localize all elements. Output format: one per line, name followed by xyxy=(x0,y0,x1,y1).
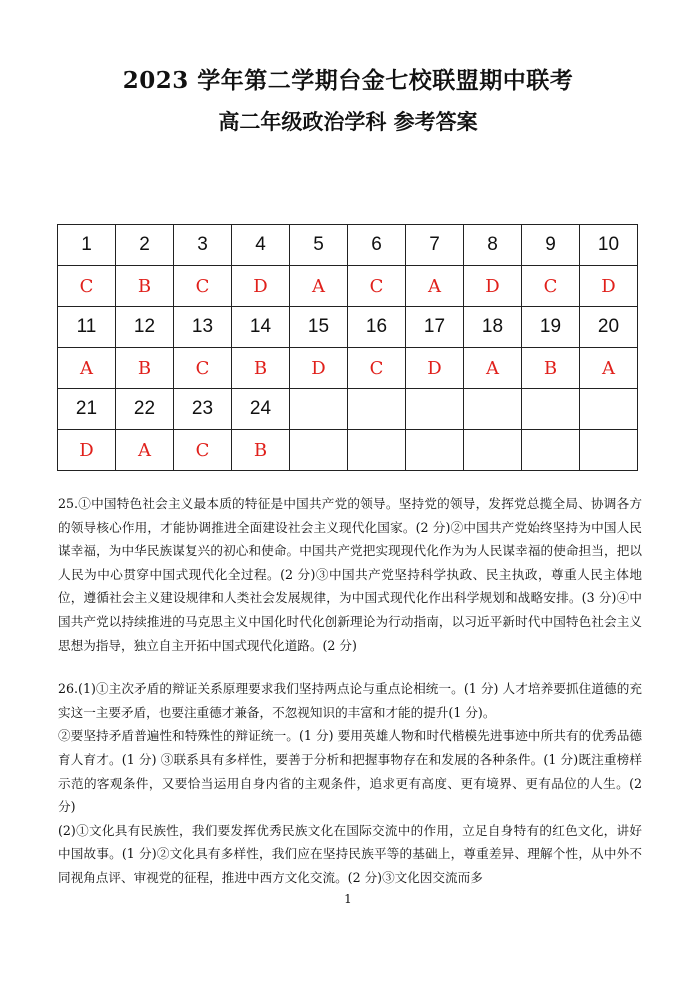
empty-cell xyxy=(580,389,638,430)
question-number: 19 xyxy=(522,307,580,348)
empty-cell xyxy=(290,430,348,471)
page-subtitle: 高二年级政治学科 参考答案 xyxy=(218,109,478,134)
question-number: 13 xyxy=(174,307,232,348)
essay-answers xyxy=(58,492,642,890)
empty-cell xyxy=(464,389,522,430)
question-number: 18 xyxy=(464,307,522,348)
page-number: 1 xyxy=(344,892,352,906)
answer-row-1 xyxy=(58,266,638,307)
question-number: 15 xyxy=(290,307,348,348)
question-number: 8 xyxy=(464,225,522,266)
answer-letter: A xyxy=(58,348,116,389)
question-number: 4 xyxy=(232,225,290,266)
empty-cell xyxy=(522,430,580,471)
answer-25: 25.①中国特色社会主义最本质的特征是中国共产党的领导。坚持党的领导，发挥党总揽全局、协调各方的领导核心作用，才能协调推进全面建设社会主义现代化国家。(2 分)②中国共产党始终坚持为中国人民谋幸福，为中华民族谋复兴的初心和使命。中国共产党把实现现代化作为为人民谋幸福的使命担当，把以人民为中心贯穿中国式现代化全过程。(2 分)③中国共产党坚持科学执政、民主执政，尊重人民主体地位，遵循社会主义建设规律和人类社会发展规律，为中国式现代化作出科学规划和战略安排。(3 分)④中国共产党以持续推进的马克思主义中国化时代化创新理论为行动指南，以习近平新时代中国特色社会主义思想为指导，独立自主开拓中国式现代化道路。(2 分) xyxy=(58,496,642,653)
number-row-3 xyxy=(58,389,638,430)
answer-row-2 xyxy=(58,348,638,389)
answer-letter: A xyxy=(580,348,638,389)
answer-letter: D xyxy=(58,430,116,471)
answer-letter: B xyxy=(232,348,290,389)
page-title: 2023 学年第二学期台金七校联盟期中联考 xyxy=(122,67,574,94)
answer-table xyxy=(57,224,638,471)
answer-26-part1-b: ②要坚持矛盾普遍性和特殊性的辩证统一。(1 分) 要用英雄人物和时代楷模先进事迹中所共有的优秀品德育人育才。(1 分) ③联系具有多样性，要善于分析和把握事物存在和发展的各种条件。(1 分)既注重榜样示范的客观条件，又要恰当运用自身内省的主观条件，追求更有高度、更有境界、更有品位的人生。(2 分) xyxy=(58,728,642,815)
question-number: 3 xyxy=(174,225,232,266)
question-number: 14 xyxy=(232,307,290,348)
answer-row-3 xyxy=(58,430,638,471)
question-number: 24 xyxy=(232,389,290,430)
empty-cell xyxy=(580,430,638,471)
answer-letter: C xyxy=(174,266,232,307)
answer-letter: A xyxy=(406,266,464,307)
answer-letter: D xyxy=(290,348,348,389)
answer-letter: B xyxy=(116,266,174,307)
empty-cell xyxy=(290,389,348,430)
answer-letter: B xyxy=(522,348,580,389)
empty-cell xyxy=(406,430,464,471)
question-number: 21 xyxy=(58,389,116,430)
question-number: 1 xyxy=(58,225,116,266)
answer-letter: D xyxy=(232,266,290,307)
answer-letter: C xyxy=(348,266,406,307)
empty-cell xyxy=(348,389,406,430)
question-number: 23 xyxy=(174,389,232,430)
answer-letter: C xyxy=(174,348,232,389)
answer-letter: B xyxy=(232,430,290,471)
answer-letter: A xyxy=(464,348,522,389)
answer-26-part2: (2)①文化具有民族性，我们要发挥优秀民族文化在国际交流中的作用，立足自身特有的红色文化，讲好中国故事。(1 分)②文化具有多样性，我们应在坚持民族平等的基础上，尊重差异、理解个性，从中外不同视角点评、审视党的征程，推进中西方文化交流。(2 分)③文化因交流而多 xyxy=(58,822,642,885)
empty-cell xyxy=(406,389,464,430)
answer-letter: D xyxy=(406,348,464,389)
question-number: 2 xyxy=(116,225,174,266)
answer-letter: C xyxy=(174,430,232,471)
question-number: 22 xyxy=(116,389,174,430)
answer-26-part1-a: 26.(1)①主次矛盾的辩证关系原理要求我们坚持两点论与重点论相统一。(1 分) 人才培养要抓住道德的充实这一主要矛盾，也要注重德才兼备，不忽视知识的丰富和才能的提升(1 分)。 xyxy=(58,681,642,720)
question-number: 11 xyxy=(58,307,116,348)
answer-letter: A xyxy=(116,430,174,471)
answer-letter: C xyxy=(58,266,116,307)
number-row-1 xyxy=(58,225,638,266)
empty-cell xyxy=(464,430,522,471)
question-number: 17 xyxy=(406,307,464,348)
answer-letter: C xyxy=(522,266,580,307)
answer-letter: B xyxy=(116,348,174,389)
question-number: 16 xyxy=(348,307,406,348)
question-number: 7 xyxy=(406,225,464,266)
empty-cell xyxy=(348,430,406,471)
question-number: 9 xyxy=(522,225,580,266)
number-row-2 xyxy=(58,307,638,348)
question-number: 5 xyxy=(290,225,348,266)
question-number: 12 xyxy=(116,307,174,348)
answer-letter: D xyxy=(464,266,522,307)
answer-letter: C xyxy=(348,348,406,389)
question-number: 20 xyxy=(580,307,638,348)
empty-cell xyxy=(522,389,580,430)
question-number: 6 xyxy=(348,225,406,266)
answer-letter: A xyxy=(290,266,348,307)
question-number: 10 xyxy=(580,225,638,266)
answer-letter: D xyxy=(580,266,638,307)
